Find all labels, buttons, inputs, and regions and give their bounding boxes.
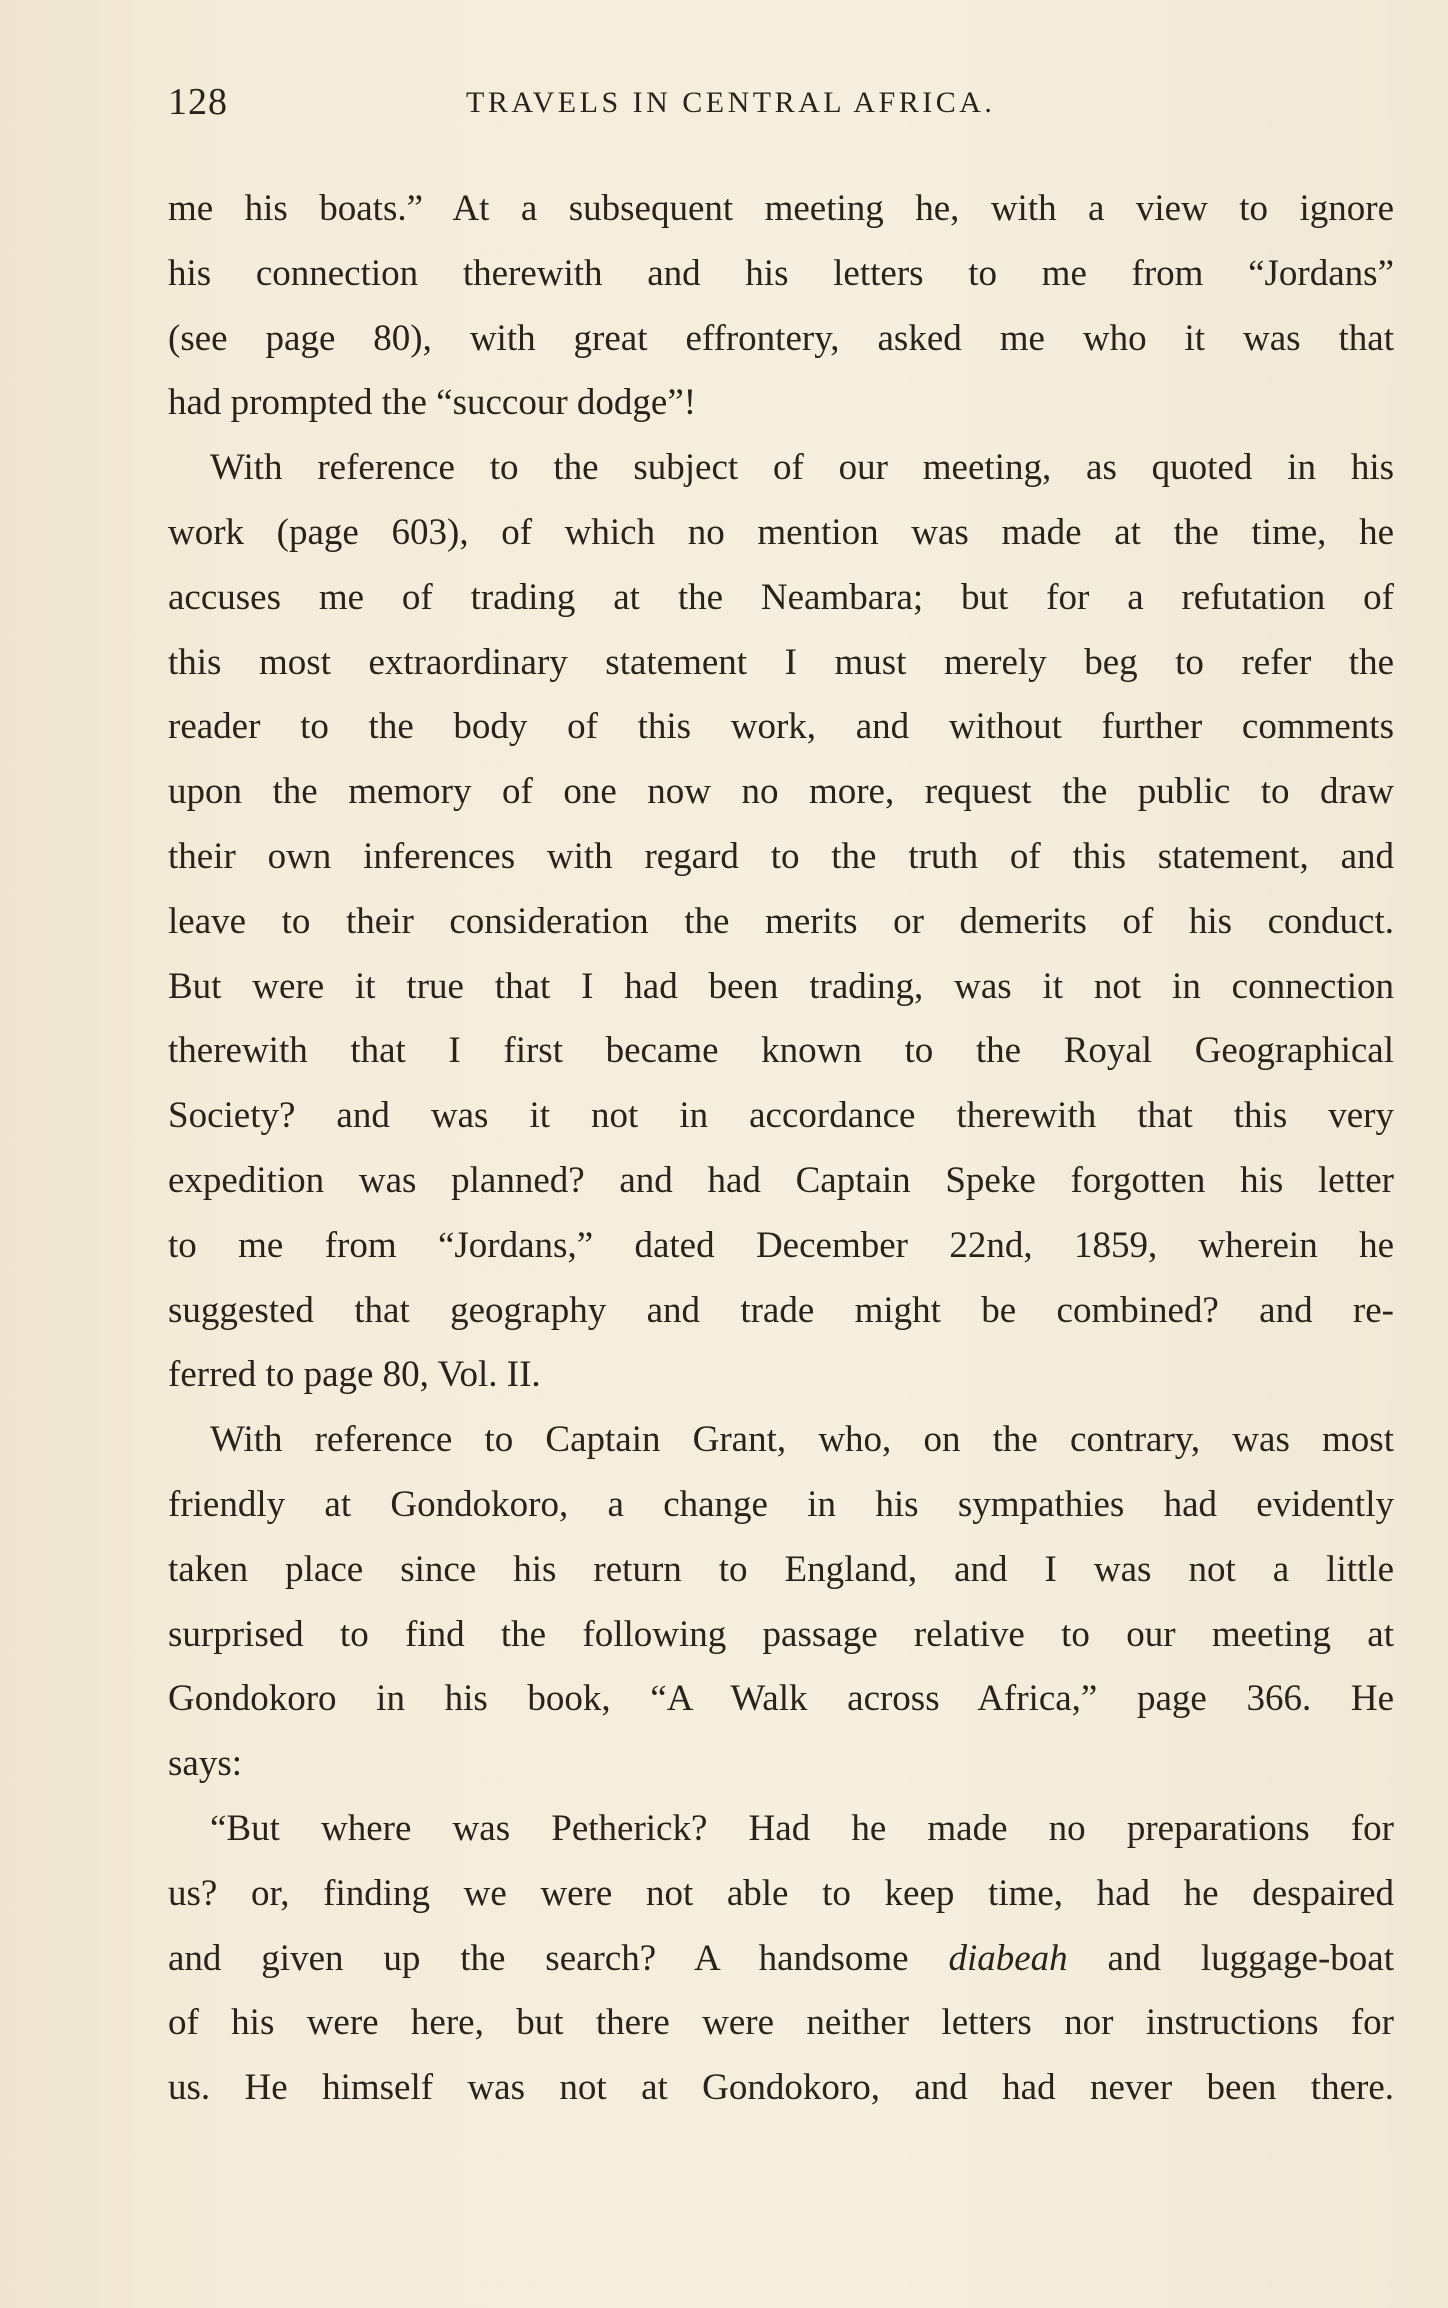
text-line: (see page 80), with great effrontery, asked me who it was that	[168, 317, 1394, 359]
text-line: expedition was planned? and had Captain Speke forgotten his letter	[168, 1159, 1394, 1201]
italic-term: diabeah	[948, 1937, 1068, 1979]
text-line: their own inferences with regard to the truth of this statement, and	[168, 835, 1394, 877]
text-line: this most extraordinary statement I must merely beg to refer the	[168, 641, 1394, 683]
text-line: Gondokoro in his book, “A Walk across Africa,” page 366. He	[168, 1678, 1394, 1720]
text-fragment: and luggage-boat	[1067, 1937, 1394, 1979]
running-title: TRAVELS IN CENTRAL AFRICA.	[466, 86, 996, 119]
text-line	[168, 1927, 1394, 1992]
text-line: work (page 603), of which no mention was made at the time, he	[168, 511, 1394, 553]
text-line: of his were here, but there were neither letters nor instructions for	[168, 2002, 1394, 2044]
text-line: to me from “Jordans,” dated December 22nd, 1859, wherein he	[168, 1224, 1394, 1266]
text-line: suggested that geography and trade might be combined? and re-	[168, 1289, 1394, 1331]
text-line: reader to the body of this work, and without further comments	[168, 706, 1394, 748]
text-line: had prompted the “succour dodge”!	[168, 382, 697, 424]
running-head	[168, 80, 1398, 130]
text-line: surprised to find the following passage relative to our meeting at	[168, 1613, 1394, 1655]
text-line: his connection therewith and his letters to me from “Jordans”	[168, 252, 1394, 294]
text-line: us. He himself was not at Gondokoro, and had never been there.	[168, 2067, 1394, 2109]
text-line: upon the memory of one now no more, request the public to draw	[168, 771, 1394, 813]
text-line: taken place since his return to England, and I was not a little	[168, 1548, 1394, 1590]
text-line: me his boats.” At a subsequent meeting he, with a view to ignore	[168, 188, 1394, 229]
text-line: With reference to Captain Grant, who, on the contrary, was most	[210, 1419, 1394, 1461]
text-line: accuses me of trading at the Neambara; but for a refutation of	[168, 576, 1394, 618]
text-line: us? or, finding we were not able to keep time, had he despaired	[168, 1872, 1394, 1914]
text-line: friendly at Gondokoro, a change in his sympathies had evidently	[168, 1483, 1394, 1525]
body-text	[168, 177, 1394, 2121]
text-line: With reference to the subject of our meeting, as quoted in his	[210, 447, 1394, 489]
text-line: therewith that I first became known to the Royal Geographical	[168, 1030, 1394, 1072]
text-line: “But where was Petherick? Had he made no preparations for	[210, 1807, 1394, 1849]
text-line: leave to their consideration the merits or demerits of his conduct.	[168, 900, 1394, 942]
text-line: ferred to page 80, Vol. II.	[168, 1354, 541, 1396]
text-line: But were it true that I had been trading, was it not in connection	[168, 965, 1394, 1007]
text-fragment: and given up the search? A handsome	[168, 1937, 949, 1979]
text-line: Society? and was it not in accordance therewith that this very	[168, 1095, 1394, 1137]
text-line: says:	[168, 1743, 242, 1785]
page-number: 128	[168, 81, 228, 123]
